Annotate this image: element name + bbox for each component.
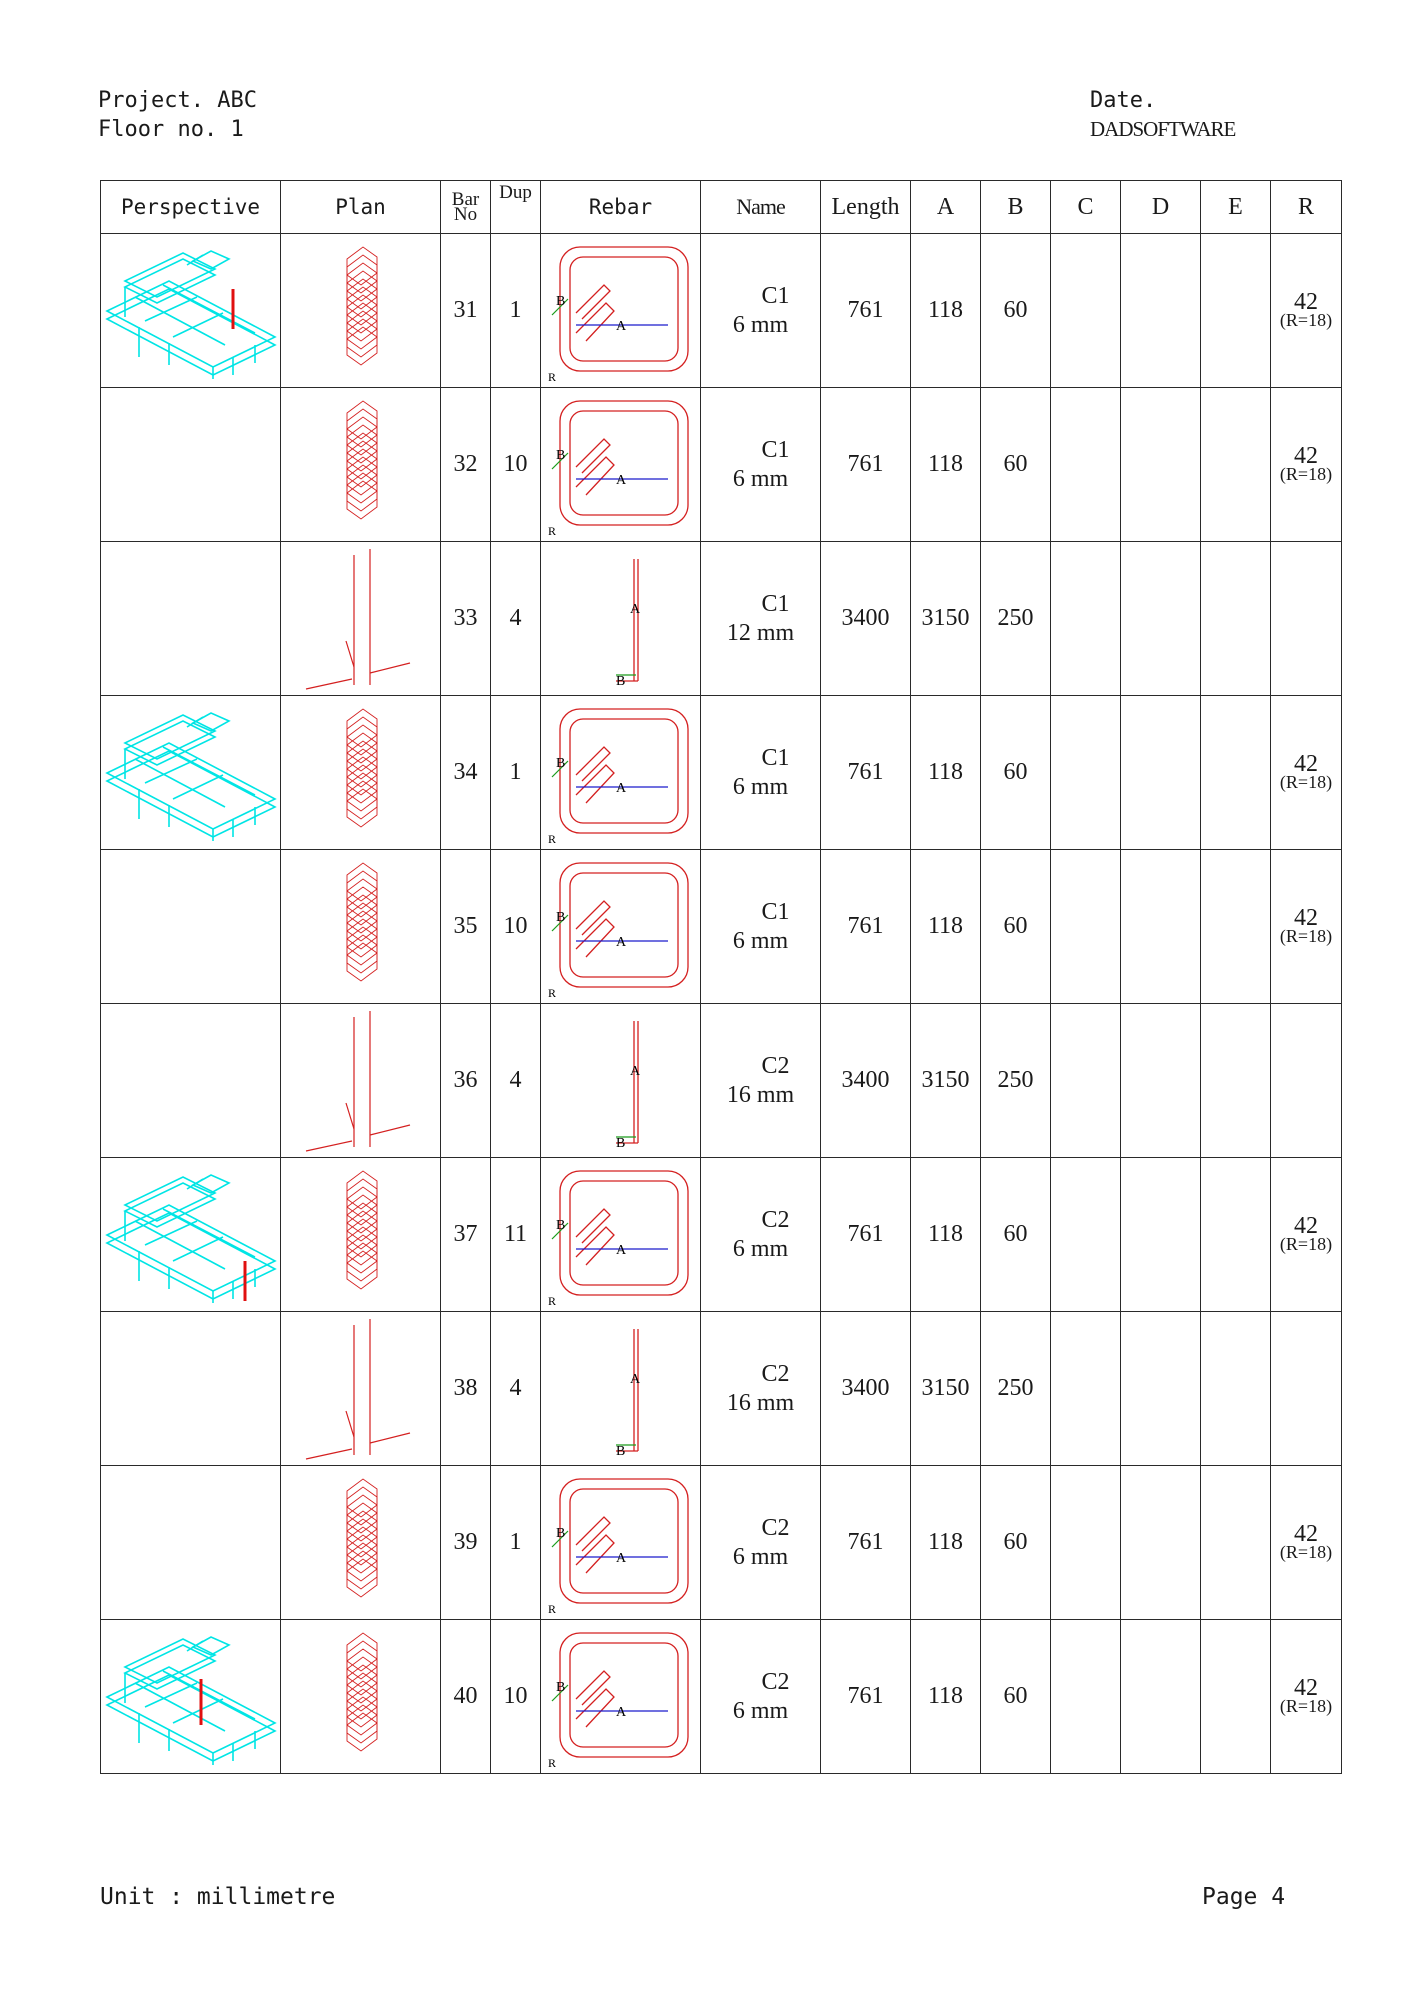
- d-cell: [1121, 1620, 1201, 1774]
- bar-no-cell: 31: [441, 234, 491, 388]
- col-bar-no: Bar No: [441, 181, 491, 234]
- plan-cell: [281, 1466, 441, 1620]
- label-r: R: [547, 985, 556, 1000]
- a-cell: 118: [911, 850, 981, 1004]
- d-cell: [1121, 696, 1201, 850]
- r-cell: 42 (R=18): [1271, 696, 1342, 850]
- name-cell: C1 6 mm: [701, 850, 821, 1004]
- a-cell: 3150: [911, 1004, 981, 1158]
- c-cell: [1051, 234, 1121, 388]
- straight-plan-drawing: [286, 545, 436, 693]
- d-cell: [1121, 388, 1201, 542]
- dup-cell: 10: [491, 388, 541, 542]
- label-b: B: [555, 293, 565, 309]
- building-perspective-drawing: [105, 1627, 277, 1767]
- label-b: B: [615, 1135, 625, 1151]
- label-a: A: [615, 1550, 626, 1566]
- plan-cell: [281, 1620, 441, 1774]
- dup-cell: 4: [491, 1004, 541, 1158]
- col-plan: Plan: [281, 181, 441, 234]
- col-r: R: [1271, 181, 1342, 234]
- c-cell: [1051, 1620, 1121, 1774]
- plan-cell: [281, 850, 441, 1004]
- label-r: R: [547, 1755, 556, 1770]
- c-cell: [1051, 542, 1121, 696]
- coil-plan-drawing: [286, 391, 436, 539]
- straight-bar-shape-drawing: [546, 545, 696, 693]
- table-row: [101, 696, 1342, 850]
- label-b: B: [555, 909, 565, 925]
- b-cell: 60: [981, 1620, 1051, 1774]
- d-cell: [1121, 542, 1201, 696]
- e-cell: [1201, 388, 1271, 542]
- stirrup-shape-drawing: [546, 1469, 696, 1617]
- r-cell: 42 (R=18): [1271, 388, 1342, 542]
- e-cell: [1201, 1312, 1271, 1466]
- dup-cell: 1: [491, 234, 541, 388]
- e-cell: [1201, 1004, 1271, 1158]
- length-cell: 761: [821, 388, 911, 542]
- perspective-cell: [101, 696, 281, 850]
- perspective-cell: [101, 388, 281, 542]
- a-cell: 118: [911, 1158, 981, 1312]
- label-r: R: [547, 1601, 556, 1616]
- col-length: Length: [821, 181, 911, 234]
- header-project-block: [98, 86, 257, 144]
- straight-plan-drawing: [286, 1315, 436, 1463]
- e-cell: [1201, 1158, 1271, 1312]
- unit-label: Unit : millimetre: [100, 1884, 336, 1910]
- label-a: A: [615, 934, 626, 950]
- length-cell: 3400: [821, 1312, 911, 1466]
- bar-no-cell: 35: [441, 850, 491, 1004]
- label-a: A: [629, 1063, 640, 1079]
- label-b: B: [615, 1443, 625, 1459]
- bar-no-cell: 40: [441, 1620, 491, 1774]
- table-row: [101, 1466, 1342, 1620]
- coil-plan-drawing: [286, 1161, 436, 1309]
- b-cell: 60: [981, 850, 1051, 1004]
- dup-cell: 10: [491, 850, 541, 1004]
- coil-plan-drawing: [286, 853, 436, 1001]
- plan-cell: [281, 696, 441, 850]
- perspective-cell: [101, 1158, 281, 1312]
- stirrup-shape-drawing: [546, 699, 696, 847]
- coil-plan-drawing: [286, 699, 436, 847]
- label-b: B: [615, 673, 625, 689]
- table-row: [101, 1004, 1342, 1158]
- length-cell: 761: [821, 850, 911, 1004]
- label-b: B: [555, 1525, 565, 1541]
- perspective-cell: [101, 1004, 281, 1158]
- coil-plan-drawing: [286, 1623, 436, 1771]
- rebar-shape-cell: [541, 696, 701, 850]
- floor-label: Floor no. 1: [98, 117, 244, 142]
- c-cell: [1051, 850, 1121, 1004]
- bar-no-cell: 34: [441, 696, 491, 850]
- r-cell: 42 (R=18): [1271, 1466, 1342, 1620]
- coil-plan-drawing: [286, 1469, 436, 1617]
- stirrup-shape-drawing: [546, 391, 696, 539]
- col-dup: Dup: [491, 181, 541, 234]
- length-cell: 3400: [821, 1004, 911, 1158]
- e-cell: [1201, 850, 1271, 1004]
- r-cell: [1271, 542, 1342, 696]
- c-cell: [1051, 1466, 1121, 1620]
- c-cell: [1051, 1312, 1121, 1466]
- perspective-cell: [101, 1466, 281, 1620]
- table-row: [101, 388, 1342, 542]
- perspective-cell: [101, 850, 281, 1004]
- label-a: A: [615, 1704, 626, 1720]
- perspective-cell: [101, 234, 281, 388]
- col-rebar: Rebar: [541, 181, 701, 234]
- label-b: B: [555, 447, 565, 463]
- r-cell: [1271, 1004, 1342, 1158]
- stirrup-shape-drawing: [546, 853, 696, 1001]
- dup-cell: 4: [491, 542, 541, 696]
- col-d: D: [1121, 181, 1201, 234]
- coil-plan-drawing: [286, 237, 436, 385]
- rebar-shape-cell: [541, 388, 701, 542]
- b-cell: 60: [981, 696, 1051, 850]
- b-cell: 60: [981, 388, 1051, 542]
- e-cell: [1201, 1466, 1271, 1620]
- d-cell: [1121, 1312, 1201, 1466]
- plan-cell: [281, 1158, 441, 1312]
- e-cell: [1201, 696, 1271, 850]
- plan-cell: [281, 388, 441, 542]
- rebar-shape-cell: [541, 542, 701, 696]
- c-cell: [1051, 388, 1121, 542]
- b-cell: 250: [981, 1312, 1051, 1466]
- header-date-block: [1090, 86, 1235, 144]
- b-cell: 60: [981, 1466, 1051, 1620]
- straight-plan-drawing: [286, 1007, 436, 1155]
- c-cell: [1051, 1004, 1121, 1158]
- length-cell: 761: [821, 1158, 911, 1312]
- name-cell: C1 6 mm: [701, 696, 821, 850]
- label-r: R: [547, 369, 556, 384]
- label-a: A: [615, 780, 626, 796]
- a-cell: 118: [911, 1620, 981, 1774]
- plan-cell: [281, 542, 441, 696]
- d-cell: [1121, 850, 1201, 1004]
- table-row: [101, 542, 1342, 696]
- c-cell: [1051, 1158, 1121, 1312]
- dup-cell: 1: [491, 696, 541, 850]
- length-cell: 761: [821, 696, 911, 850]
- rebar-shape-cell: [541, 1466, 701, 1620]
- dup-cell: 1: [491, 1466, 541, 1620]
- d-cell: [1121, 1466, 1201, 1620]
- header-row: [101, 181, 1342, 234]
- label-a: A: [615, 472, 626, 488]
- bar-no-cell: 38: [441, 1312, 491, 1466]
- label-r: R: [547, 523, 556, 538]
- rebar-shape-cell: [541, 1312, 701, 1466]
- b-cell: 60: [981, 234, 1051, 388]
- bar-no-cell: 36: [441, 1004, 491, 1158]
- stirrup-shape-drawing: [546, 1623, 696, 1771]
- name-cell: C2 16 mm: [701, 1312, 821, 1466]
- length-cell: 3400: [821, 542, 911, 696]
- length-cell: 761: [821, 234, 911, 388]
- rebar-schedule-table: [100, 180, 1342, 1774]
- a-cell: 118: [911, 696, 981, 850]
- dup-cell: 10: [491, 1620, 541, 1774]
- building-perspective-drawing: [105, 703, 277, 843]
- project-label: Project. ABC: [98, 88, 257, 113]
- a-cell: 3150: [911, 1312, 981, 1466]
- r-cell: 42 (R=18): [1271, 234, 1342, 388]
- col-b: B: [981, 181, 1051, 234]
- label-a: A: [629, 601, 640, 617]
- a-cell: 118: [911, 388, 981, 542]
- name-cell: C2 6 mm: [701, 1466, 821, 1620]
- r-cell: 42 (R=18): [1271, 1158, 1342, 1312]
- name-cell: C1 12 mm: [701, 542, 821, 696]
- e-cell: [1201, 234, 1271, 388]
- a-cell: 118: [911, 1466, 981, 1620]
- table-row: [101, 234, 1342, 388]
- r-cell: [1271, 1312, 1342, 1466]
- c-cell: [1051, 696, 1121, 850]
- building-perspective-drawing: [105, 241, 277, 381]
- label-r: R: [547, 831, 556, 846]
- col-a: A: [911, 181, 981, 234]
- bar-no-cell: 32: [441, 388, 491, 542]
- r-cell: 42 (R=18): [1271, 1620, 1342, 1774]
- perspective-cell: [101, 1312, 281, 1466]
- plan-cell: [281, 1312, 441, 1466]
- name-cell: C2 6 mm: [701, 1620, 821, 1774]
- straight-bar-shape-drawing: [546, 1007, 696, 1155]
- label-a: A: [615, 1242, 626, 1258]
- rebar-shape-cell: [541, 234, 701, 388]
- table-row: [101, 1312, 1342, 1466]
- dup-cell: 11: [491, 1158, 541, 1312]
- e-cell: [1201, 542, 1271, 696]
- perspective-cell: [101, 542, 281, 696]
- b-cell: 60: [981, 1158, 1051, 1312]
- b-cell: 250: [981, 1004, 1051, 1158]
- label-a: A: [615, 318, 626, 334]
- label-b: B: [555, 1679, 565, 1695]
- bar-no-cell: 37: [441, 1158, 491, 1312]
- rebar-shape-cell: [541, 1004, 701, 1158]
- length-cell: 761: [821, 1620, 911, 1774]
- name-cell: C1 6 mm: [701, 234, 821, 388]
- label-r: R: [547, 1293, 556, 1308]
- col-perspective: Perspective: [101, 181, 281, 234]
- rebar-shape-cell: [541, 850, 701, 1004]
- d-cell: [1121, 1158, 1201, 1312]
- bar-no-cell: 39: [441, 1466, 491, 1620]
- b-cell: 250: [981, 542, 1051, 696]
- a-cell: 118: [911, 234, 981, 388]
- plan-cell: [281, 1004, 441, 1158]
- stirrup-shape-drawing: [546, 1161, 696, 1309]
- name-cell: C1 6 mm: [701, 388, 821, 542]
- label-a: A: [629, 1371, 640, 1387]
- rebar-shape-cell: [541, 1158, 701, 1312]
- table-row: [101, 1620, 1342, 1774]
- label-b: B: [555, 755, 565, 771]
- a-cell: 3150: [911, 542, 981, 696]
- r-cell: 42 (R=18): [1271, 850, 1342, 1004]
- schedule-body: [101, 234, 1342, 1774]
- e-cell: [1201, 1620, 1271, 1774]
- plan-cell: [281, 234, 441, 388]
- date-label: Date.: [1090, 88, 1157, 113]
- table-row: [101, 1158, 1342, 1312]
- page-number: Page 4: [1202, 1884, 1286, 1910]
- stirrup-shape-drawing: [546, 237, 696, 385]
- dup-cell: 4: [491, 1312, 541, 1466]
- bar-no-cell: 33: [441, 542, 491, 696]
- col-e: E: [1201, 181, 1271, 234]
- d-cell: [1121, 1004, 1201, 1158]
- label-b: B: [555, 1217, 565, 1233]
- d-cell: [1121, 234, 1201, 388]
- col-c: C: [1051, 181, 1121, 234]
- perspective-cell: [101, 1620, 281, 1774]
- rebar-shape-cell: [541, 1620, 701, 1774]
- name-cell: C2 6 mm: [701, 1158, 821, 1312]
- col-name: Name: [701, 181, 821, 234]
- length-cell: 761: [821, 1466, 911, 1620]
- straight-bar-shape-drawing: [546, 1315, 696, 1463]
- company-label: DADSOFTWARE: [1090, 117, 1236, 141]
- table-row: [101, 850, 1342, 1004]
- name-cell: C2 16 mm: [701, 1004, 821, 1158]
- building-perspective-drawing: [105, 1165, 277, 1305]
